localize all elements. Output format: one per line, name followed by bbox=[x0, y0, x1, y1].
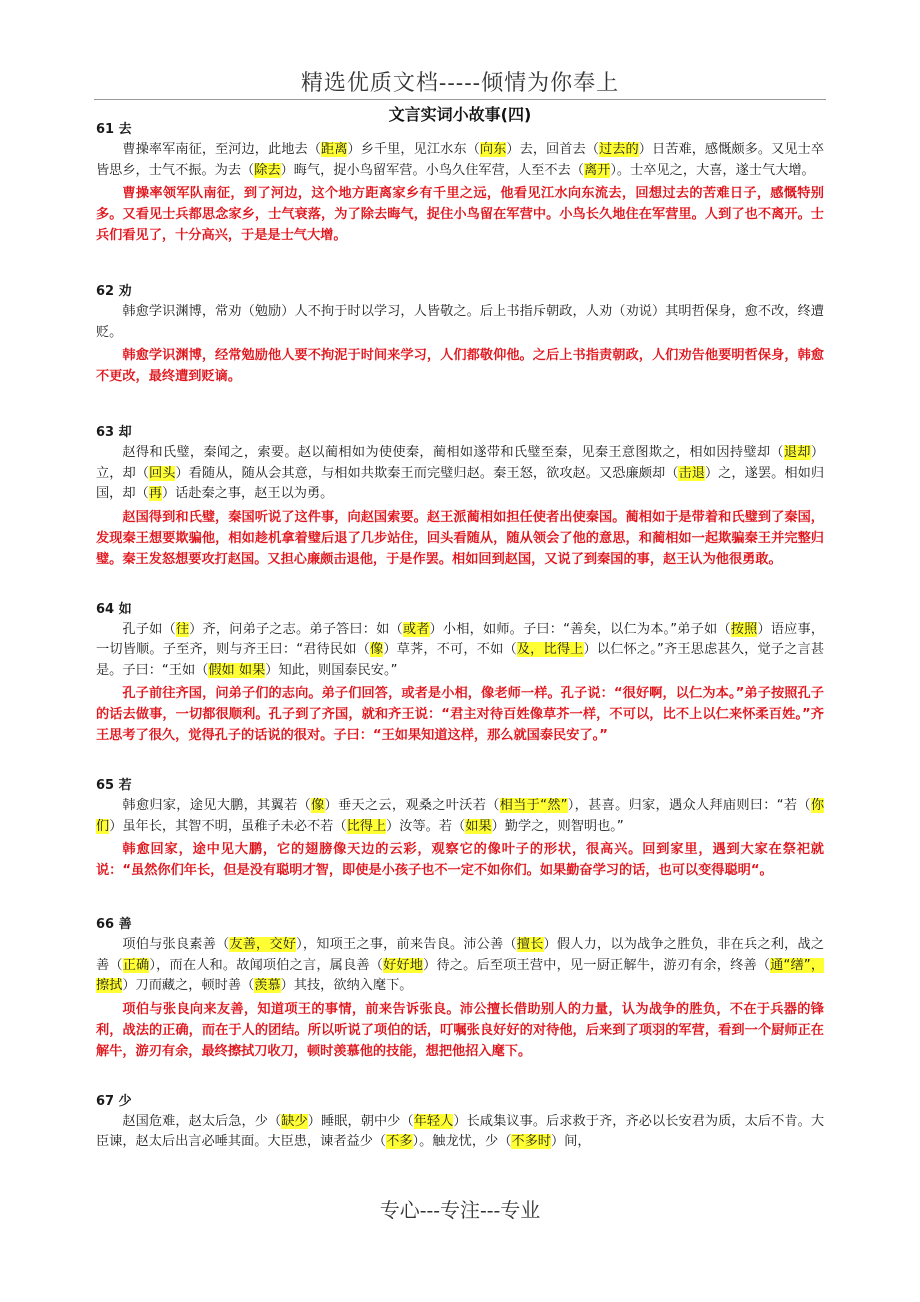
section-spacer bbox=[96, 881, 824, 915]
highlighted-gloss: 缺少 bbox=[281, 1113, 308, 1129]
highlighted-gloss: 比得上 bbox=[346, 818, 387, 834]
text-segment: ）勤学之，则智明也。” bbox=[491, 818, 624, 834]
text-segment: ）垂天之云，观桑之叶沃若（ bbox=[324, 798, 500, 813]
highlighted-gloss: 按照 bbox=[730, 621, 758, 637]
entry-heading: 65 若 bbox=[96, 778, 132, 793]
highlighted-gloss: 年轻人 bbox=[413, 1113, 454, 1129]
section-spacer bbox=[96, 746, 824, 776]
text-segment: ）以仁怀之。”齐王思虑甚久，觉子之言甚是。子曰：“王如（ bbox=[96, 642, 825, 678]
highlighted-gloss: 距离 bbox=[320, 142, 348, 157]
highlighted-gloss: 擅长 bbox=[516, 937, 544, 952]
highlighted-gloss: 及，比得上 bbox=[516, 642, 584, 657]
text-segment: ），而在人和。故闻项伯之言，属良善（ bbox=[149, 957, 384, 973]
text-segment: ），知项王之事，前来告良。沛公善（ bbox=[296, 937, 517, 952]
entry-heading: 64 如 bbox=[96, 601, 132, 617]
text-segment: 曹操率军南征，至河边，此地去（ bbox=[122, 142, 321, 157]
highlighted-gloss: 羡慕 bbox=[254, 978, 281, 993]
section-spacer bbox=[96, 1062, 824, 1092]
header-divider bbox=[94, 99, 826, 100]
entry-heading: 61 去 bbox=[96, 122, 132, 137]
entry-original-text bbox=[96, 302, 824, 343]
entry-original-text bbox=[96, 796, 824, 837]
highlighted-gloss: 假如 如果 bbox=[208, 662, 266, 678]
highlighted-gloss: 友善，交好 bbox=[229, 937, 297, 952]
highlighted-gloss: 离开 bbox=[583, 162, 611, 178]
text-segment: ）之，遂罢。相如归国，却（ bbox=[96, 465, 825, 501]
text-segment: 赵国危难，赵太后急，少（ bbox=[122, 1113, 282, 1129]
text-segment: 赵得和氏璧，秦闻之，索要。赵以蔺相如为使使秦，蔺相如遂带和氏璧至秦，见秦王意图欺之，相如因持璧却（ bbox=[122, 445, 784, 460]
highlighted-gloss: 你们 bbox=[96, 798, 825, 834]
entry-original-text bbox=[96, 443, 824, 505]
entry-heading: 67 少 bbox=[96, 1093, 132, 1109]
highlighted-gloss: 往 bbox=[175, 621, 190, 637]
entry-translation: 韩愈回家，途中见大鹏，它的翅膀像天边的云彩，观察它的像叶子的形状，很高兴。回到家里，遇到大家在祭祀就说：“虽然你们年长，但是没有聪明才智，即使是小孩子也不一定不如你们。如果勤奋学习的话，也可以变得聪明“。 bbox=[96, 842, 824, 878]
text-segment: ）草荠，不可，不如（ bbox=[383, 642, 517, 657]
entry-section bbox=[96, 1092, 824, 1153]
text-segment: ）话赴秦之事，赵王以为勇。 bbox=[161, 486, 334, 501]
entry-original-text bbox=[96, 935, 824, 997]
entry-original-text bbox=[96, 1112, 824, 1153]
entry-section bbox=[96, 600, 824, 747]
document-title: 文言实词小故事(四) bbox=[388, 105, 532, 124]
text-segment: ）待之。后至项王营中，见一厨正解牛，游刃有余，终善（ bbox=[423, 957, 771, 973]
text-segment: ）晦气，捉小鸟留军营。小鸟久住军营，人至不去（ bbox=[280, 162, 584, 178]
section-spacer bbox=[96, 387, 824, 423]
text-segment: ）日苦难，感慨颇多。又见士卒皆思乡，士气不振。为去（ bbox=[96, 142, 825, 178]
highlighted-gloss: 不多时 bbox=[511, 1134, 551, 1149]
entry-section bbox=[96, 776, 824, 881]
document-body bbox=[96, 120, 824, 1153]
text-segment: ）间， bbox=[550, 1134, 591, 1149]
entry-translation: 韩愈学识渊博，经常勉励他人要不拘泥于时间来学习，人们都敬仰他。之后上书指责朝政，人们劝告他要明哲保身，韩愈不更改，最终遭到贬谪。 bbox=[96, 348, 824, 384]
text-segment: 韩愈归家，途见大鹏，其翼若（ bbox=[122, 798, 312, 813]
entry-translation: 孔子前往齐国，问弟子们的志向。弟子们回答，或者是小相，像老师一样。孔子说：“很好啊，以仁为本。”弟子按照孔子的话去做事，一切都很顺利。孔子到了齐国，就和齐王说：“君主对待百姓像草芥一样，不可以，比不上以仁来怀柔百姓。”齐王思考了很久，觉得孔子的话说的很对。子曰：“王如果知道这样，那么就国泰民安了。” bbox=[96, 686, 824, 743]
highlighted-gloss: 击退 bbox=[678, 465, 705, 481]
text-segment: ）虽年长，其智不明，虽稚子未必不若（ bbox=[109, 818, 347, 834]
entry-heading: 66 善 bbox=[96, 917, 132, 932]
highlighted-gloss: 除去 bbox=[254, 162, 281, 178]
text-segment: ）立，却（ bbox=[96, 445, 824, 481]
highlighted-gloss: 如果 bbox=[465, 818, 492, 834]
entry-translation: 曹操率领军队南征，到了河边，这个地方距离家乡有千里之远，他看见江水向东流去，回想过去的苦难日子，感慨特别多。又看见士兵都思念家乡，士气衰落，为了除去晦气，捉住小鸟留在军营中。小鸟长久地住在军营里。人到了也不离开。士兵们看见了，十分高兴，于是是士气大增。 bbox=[96, 186, 824, 243]
entry-original-text bbox=[96, 620, 824, 682]
entry-translation: 项伯与张良向来友善，知道项王的事情，前来告诉张良。沛公擅长借助别人的力量，认为战争的胜负，不在于兵器的锋利，战法的正确，而在于人的团结。所以听说了项伯的话，叮嘱张良好好的对待他，后来到了项羽的军营，看到一个厨师正在解牛，游刃有余，最终擦拭刀收刀，顿时羡慕他的技能，想把他招入麾下。 bbox=[96, 1001, 824, 1059]
highlighted-gloss: 像 bbox=[311, 798, 325, 813]
text-segment: ），甚喜。归家，遇众人拜庙则曰：“若（ bbox=[567, 798, 811, 813]
text-segment: ）长咸集议事。后求救于齐，齐必以长安君为质，太后不肯。大臣谏，赵太后出言必唾其面。大臣患，谏者益少（ bbox=[96, 1113, 825, 1149]
highlighted-gloss: 通“缮”，擦拭 bbox=[96, 957, 825, 993]
section-spacer bbox=[96, 246, 824, 282]
entry-original-text bbox=[96, 140, 824, 181]
section-spacer bbox=[96, 570, 824, 600]
highlighted-gloss: 回头 bbox=[148, 465, 176, 481]
text-segment: 项伯与张良素善（ bbox=[122, 937, 230, 952]
highlighted-gloss: 或者 bbox=[402, 621, 430, 637]
text-segment: ）知此，则国泰民安。” bbox=[265, 662, 398, 678]
highlighted-gloss: 像 bbox=[369, 642, 384, 657]
highlighted-gloss: 过去的 bbox=[599, 142, 639, 157]
entry-translation: 赵国得到和氏璧，秦国听说了这件事，向赵国索要。赵王派蔺相如担任使者出使秦国。蔺相如于是带着和氏璧到了秦国，发现秦王想要欺骗他，相如趁机拿着璧后退了几步站住，回头看随从，随从领会了他的意思，和蔺相如一起欺骗秦王并完整归璧。秦王发怒想要攻打赵国。又担心廉颇击退他，于是作罢。相如回到赵国，又说了到秦国的事，赵王认为他很勇敢。 bbox=[96, 509, 824, 567]
highlighted-gloss: 向东 bbox=[479, 142, 507, 157]
text-segment: ）去，回首去（ bbox=[506, 142, 600, 157]
highlighted-gloss: 退却 bbox=[783, 445, 811, 460]
entry-section bbox=[96, 915, 824, 1062]
highlighted-gloss: 正确 bbox=[122, 957, 150, 973]
text-segment: ）睡眠，朝中少（ bbox=[307, 1113, 414, 1129]
watermark-title: 精选优质文档-----倾情为你奉上 bbox=[300, 71, 620, 96]
text-segment: ）语应事，一切皆顺。子至齐，则与齐王曰：“君待民如（ bbox=[96, 621, 825, 657]
text-segment: ）刀而藏之，顿时善（ bbox=[122, 978, 255, 993]
entry-heading: 62 劝 bbox=[96, 284, 132, 299]
page-footer: 专心---专注---专业 bbox=[379, 1198, 541, 1222]
highlighted-gloss: 相当于“然” bbox=[499, 798, 568, 813]
text-segment: ）其技，欲纳入麾下。 bbox=[280, 978, 413, 993]
highlighted-gloss: 再 bbox=[148, 486, 162, 501]
entry-section bbox=[96, 282, 824, 387]
highlighted-gloss: 好好地 bbox=[383, 957, 424, 973]
text-segment: ）小相，如师。子曰：“善矣，以仁为本。”弟子如（ bbox=[429, 621, 731, 637]
text-segment: ）。触龙忧，少（ bbox=[412, 1134, 512, 1149]
text-segment: 孔子如（ bbox=[122, 621, 176, 637]
text-segment: ）。士卒见之，大喜，遂士气大增。 bbox=[610, 162, 815, 178]
text-segment: ）齐，问弟子之志。弟子答曰：如（ bbox=[189, 621, 403, 637]
text-segment: ）假人力，以为战争之胜负，非在兵之利，战之善（ bbox=[96, 937, 825, 973]
text-segment: 韩愈学识渊博，常劝（勉励）人不拘于时以学习，人皆敬之。后上书指斥朝政，人劝（劝说）其明哲保身，愈不改，终遭贬。 bbox=[96, 304, 824, 340]
text-segment: ）汝等。若（ bbox=[386, 818, 466, 834]
text-segment: ）乡千里，见江水东（ bbox=[347, 142, 480, 157]
entry-heading: 63 却 bbox=[96, 425, 132, 440]
entry-section bbox=[96, 120, 824, 246]
highlighted-gloss: 不多 bbox=[386, 1134, 413, 1149]
text-segment: ）看随从，随从会其意，与相如共欺秦王而完璧归赵。秦王怒，欲攻赵。又恐廉颇却（ bbox=[175, 465, 679, 481]
entry-section bbox=[96, 423, 824, 570]
